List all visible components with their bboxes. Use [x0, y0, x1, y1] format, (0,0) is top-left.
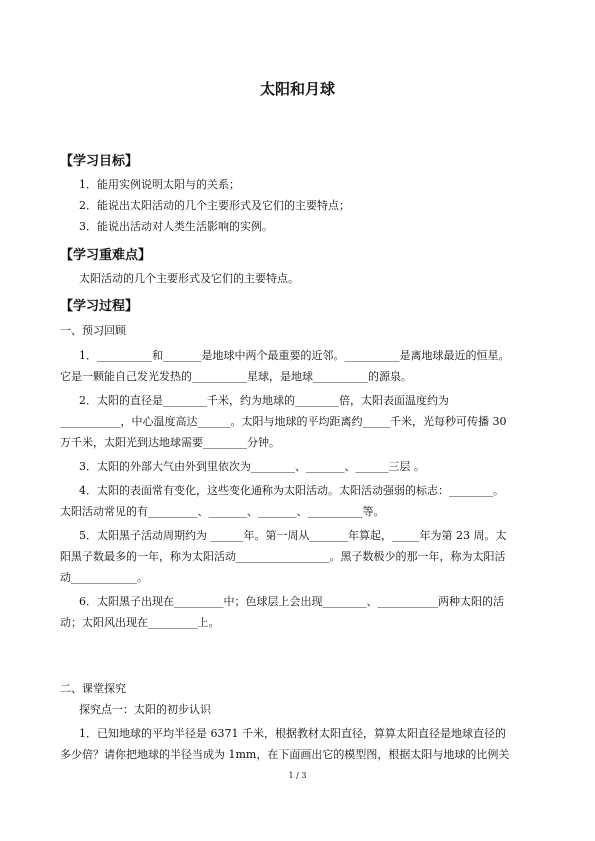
objective-3: 3．能说出活动对人类生活影响的实例。 — [79, 220, 273, 233]
review-line: 阳黑子数最多的一年，称为太阳活动_________________。黑子数极少的那一年，称为太阳活 — [60, 550, 506, 563]
key-points-text: 太阳活动的几个主要形式及它们的主要特点。 — [79, 272, 299, 285]
page-title: 太阳和月球 — [259, 80, 335, 98]
review-line: 3．太阳的外部大气由外到里依次为________、_______、______三层 。 — [79, 460, 425, 473]
explore-line: 1．已知地球的平均半径是 6371 千米，根据教材太阳直径，算算太阳直径是地球直径的 — [79, 727, 506, 740]
review-line: 4．太阳的表面常有变化，这些变化通称为太阳活动。太阳活动强弱的标志：________。 — [79, 484, 504, 497]
explore-line: 多少倍？请你把地球的半径当成为 1mm，在下面画出它的模型图，根据太阳与地球的比例关 — [60, 748, 510, 761]
key-points-heading: 【学习重难点】 — [60, 248, 152, 263]
explore-point: 探究点一：太阳的初步认识 — [79, 703, 211, 716]
objectives-heading: 【学习目标】 — [60, 154, 139, 169]
review-line: 6．太阳黑子出现在_________中；色球层上会出现________、___________两种太阳的活 — [79, 595, 504, 608]
review-line: 动；太阳风出现在_________上。 — [60, 616, 220, 629]
page-number: 1 / 3 — [288, 771, 307, 780]
explore-title: 二、课堂探究 — [60, 682, 126, 695]
review-line: 万千米，太阳光到达地球需要________分钟。 — [60, 436, 280, 449]
review-line: ___________，中心温度高达______。太阳与地球的平均距离约_____千米，光每秒可传播 30 — [60, 415, 507, 428]
review-line: 5．太阳黑子活动周期约为 ______年。第一周从_______年算起，_____年为第 23 周。太 — [79, 529, 507, 542]
objective-2: 2．能说出太阳活动的几个主要形式及它们的主要特点； — [79, 199, 350, 212]
review-title: 一、预习回顾 — [60, 324, 126, 337]
review-line: 2．太阳的直径是________千米，约为地球的________倍，太阳表面温度约为 — [79, 394, 449, 407]
process-heading: 【学习过程】 — [60, 299, 139, 314]
review-line: 它是一颗能自己发光发热的__________星球，是地球__________的源泉。 — [60, 370, 412, 383]
review-line: 动____________。 — [60, 571, 148, 584]
review-line: 1．__________和_______是地球中两个最重要的近邻。__________是离地球最近的恒星。 — [79, 349, 510, 362]
review-line: 太阳活动常见的有_________、_______、_______、__________等。 — [60, 505, 385, 518]
objective-1: 1．能用实例说明太阳与的关系； — [79, 178, 240, 191]
